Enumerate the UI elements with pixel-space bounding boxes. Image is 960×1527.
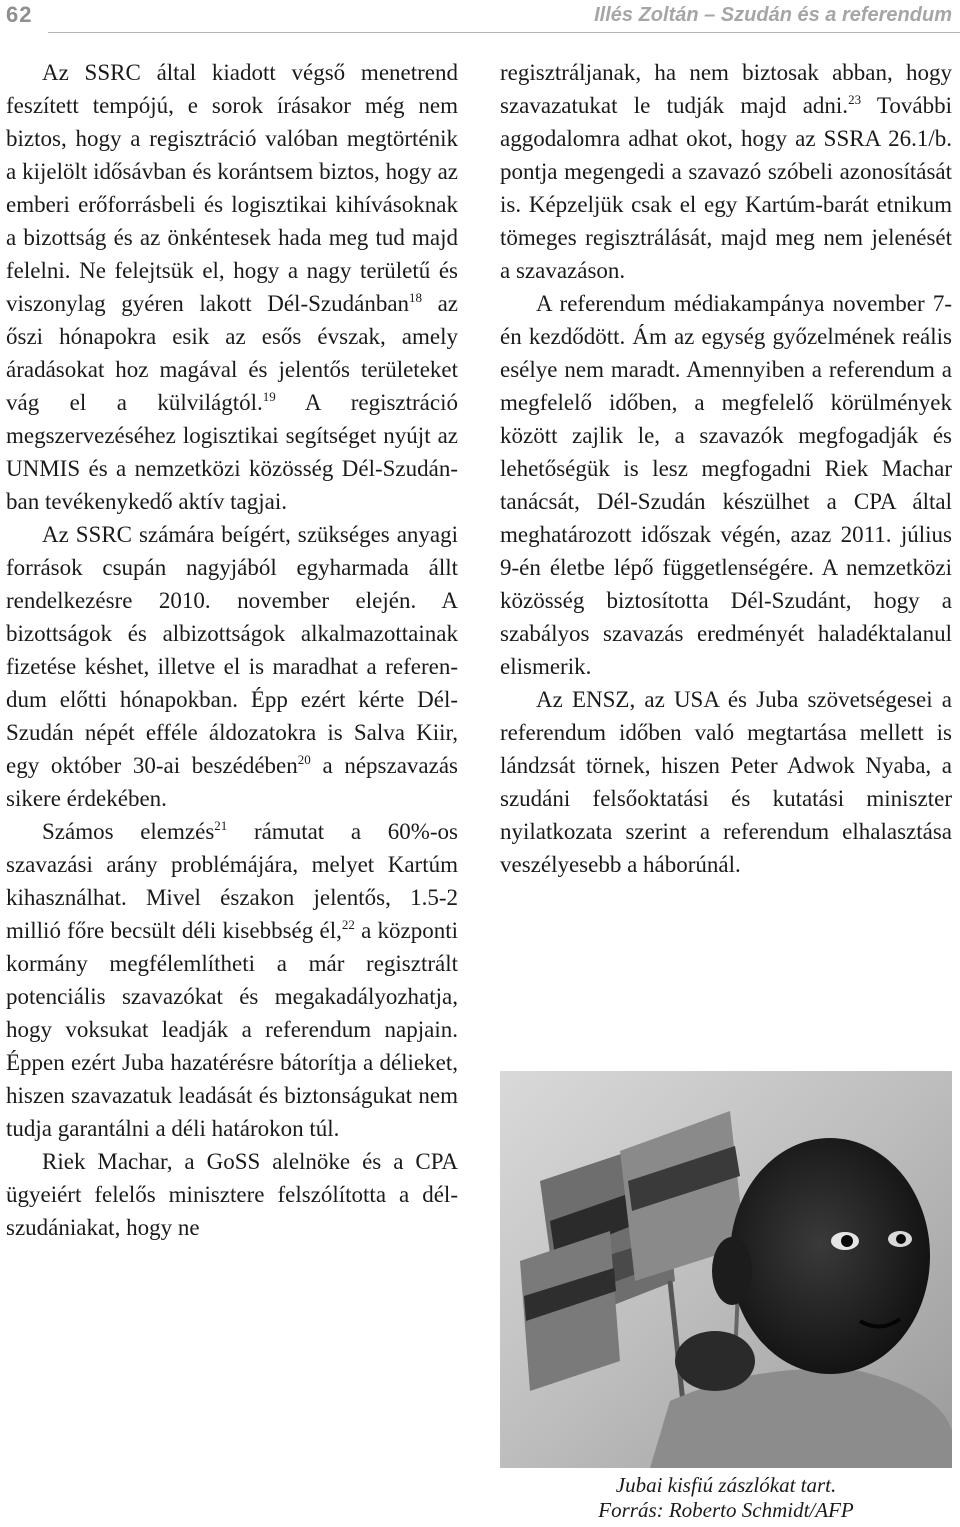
paragraph [6,56,458,518]
page-number: 62 [6,2,33,27]
text-run: Az SSRC által kiadott végső menetrend feszített tempójú, e sorok írásakor még nem biztos, hogy a regisztráció valóban megtörténik a kijelölt idősávban és korántsem biztos, hogy az emberi erőforrásbeli és logisztikai kihívásoknak a bizottság és az önkéntesek hada meg tud majd felelni. Ne felejtsük el, hogy a nagy területű és viszonylag gyéren lakott Dél-Szudánban [6,60,458,316]
text-run: Riek Machar, a GoSS alelnöke és a CPA ügyeiért felelős minisztere felszólította a dél-szudániakat, hogy ne [6,1149,458,1240]
text-run: Számos elemzés [42,819,215,844]
text-run: a központi kormány megfélemlítheti a már regisztrált potenciális szavazókat és megakadályozhatja, hogy voksukat leadják a referendum napjain. Éppen ezért Juba hazatérésre bátorítja a délieket, hiszen szavazatuk leadását és biztonságukat nem tudja garantálni a déli határokon túl. [6,918,459,1141]
text-run: Az ENSZ, az USA és Juba szövetségesei a referendum időben való megtartása mellett is lándzsát törnek, hiszen Peter Adwok Nyaba, a szudáni felsőoktatási és kutatási miniszter nyilatkozata szerint a referendum elhalasztása veszélyesebb a háborúnál. [500,687,952,877]
text-run: az őszi hónapokra esik az esős évszak, amely áradásokat hoz magával és jelentős területeket vág el a külvilágtól. [6,291,458,415]
footnote-ref: 22 [341,917,355,932]
running-head: Illés Zoltán – Szudán és a referendum [594,4,952,26]
paragraph [500,287,952,683]
paragraph [500,56,952,287]
text-run: A regisztráció megszervezéséhez logisztikai segítséget nyújt az UNMIS és a nemzetközi közösség Dél-Szudánban tevékenykedő aktív tagjai. [6,390,458,514]
photo-image [500,1071,952,1468]
footnote-ref: 18 [409,290,423,305]
paragraph [6,1145,458,1244]
paragraph [6,518,458,815]
text-run: További aggodalomra adhat okot, hogy az SSRA 26.1/b. pontja megengedi a szavazó szóbeli azonosítását is. Képzeljük csak el egy Kartúm-barát etnikum tömeges regisztrálását, majd meg nem jelenését a szavazáson. [500,93,952,283]
paragraph [500,683,952,881]
left-column [6,56,458,1244]
right-column [500,56,952,881]
text-run: regisztráljanak, ha nem biztosak abban, hogy szavazatukat le tudják majd adni. [500,60,952,118]
photo-boy-with-flags [500,1071,952,1468]
footnote-ref: 19 [262,389,276,404]
photo-caption [500,1473,952,1523]
text-run: a népszavazás sikere érdekében. [6,753,458,811]
text-run: rámutat a 60%-os szavazási arány problémájára, melyet Kartúm kihasználhat. Mivel északon jelentős, 1.5-2 millió főre becsült déli kisebbség él, [6,819,458,943]
text-run: A referendum médiakampánya november 7-én kezdődött. Ám az egység győzelmének reális esélye nem maradt. Amennyiben a referendum a megfelelő időben, a megfelelő körülmények között zajlik le, a szavazók megfogadják és lehetőségük is lesz megfogadni Riek Machar tanácsát, Dél-Szudán készülhet a CPA által meghatározott időszak végén, azaz 2011. július 9-én életbe lépő függetlenségére. A nemzetközi közösség biztosította Dél-Szudánt, hogy a szabályos szavazás eredményét haladéktalanul elismerik. [500,291,952,679]
footnote-ref: 21 [214,818,228,833]
text-run: Az SSRC számára beígért, szükséges anyagi források csupán nagyjából egyharmada állt rendelkezésre 2010. november elején. A bizottságok és albizottságok alkalmazottainak fizetése késhet, illetve el is maradhat a referendum előtti hónapokban. Épp ezért kérte Dél-Szudán népét efféle áldozatokra is Salva Kiir, egy október 30-ai beszédében [6,522,458,778]
paragraph [6,815,458,1145]
footnote-ref: 23 [848,92,862,107]
page-header [0,0,960,34]
caption-credit: Forrás: Roberto Schmidt/AFP [598,1498,854,1522]
caption-line: Jubai kisfiú zászlókat tart. [615,1473,837,1497]
header-rule [48,32,960,33]
footnote-ref: 20 [297,752,311,767]
